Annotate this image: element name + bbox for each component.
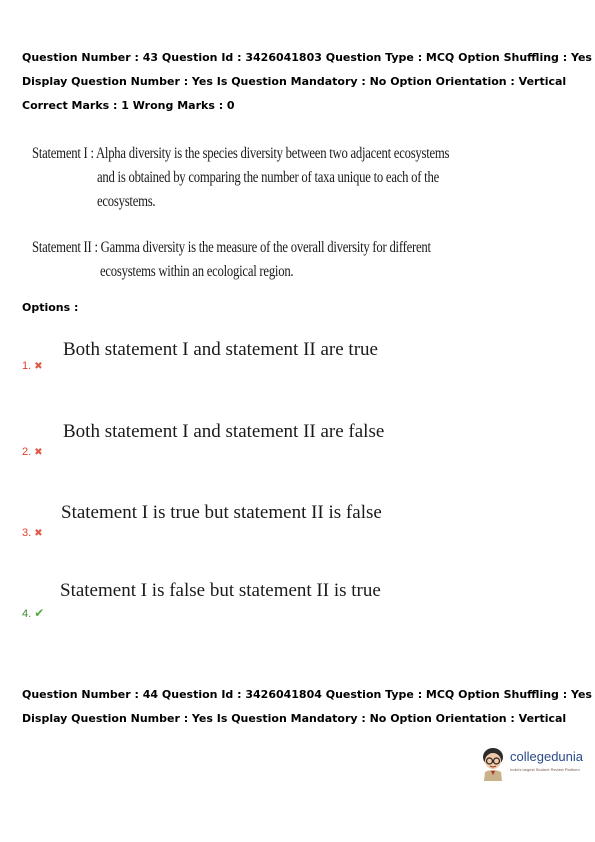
question-meta-line: Question Number : 44 Question Id : 3426041804 Question Type : MCQ Option Shuffling : Yes: [22, 688, 592, 701]
statement-2-line: Statement II : Gamma diversity is the measure of the overall diversity for different: [32, 239, 431, 256]
statement-1-line: and is obtained by comparing the number of taxa unique to each of the: [97, 169, 439, 186]
option-number-label: 4.: [22, 608, 32, 620]
option-number: [22, 527, 43, 539]
question-meta-line: Display Question Number : Yes Is Question Mandatory : No Option Orientation : Vertical: [22, 712, 567, 725]
statement-2-line: ecosystems within an ecological region.: [100, 263, 294, 280]
option-text: Statement I is true but statement II is false: [61, 502, 382, 523]
collegedunia-logo: [478, 745, 590, 783]
option-text: Both statement I and statement II are false: [63, 421, 385, 442]
question-meta-line: Question Number : 43 Question Id : 3426041803 Question Type : MCQ Option Shuffling : Yes: [22, 51, 592, 64]
statement-1-line: ecosystems.: [97, 193, 156, 210]
question-43-meta: [22, 46, 592, 118]
option-number: [22, 446, 43, 458]
student-mascot-icon: [478, 745, 508, 781]
option-number-label: 3.: [22, 527, 32, 539]
option-number-label: 1.: [22, 360, 32, 372]
logo-tagline: India's largest Student Review Platform: [510, 767, 580, 772]
wrong-mark-icon: ✖: [34, 361, 43, 372]
wrong-mark-icon: ✖: [34, 447, 43, 458]
wrong-mark-icon: ✖: [34, 528, 43, 539]
options-label: Options :: [22, 301, 79, 314]
option-text: Statement I is false but statement II is true: [60, 580, 381, 601]
option-number: [22, 360, 43, 372]
question-meta-line: Display Question Number : Yes Is Question Mandatory : No Option Orientation : Vertical: [22, 75, 567, 88]
correct-check-icon: ✔: [34, 606, 45, 620]
logo-name: collegedunia: [510, 749, 584, 764]
statement-1-line: Statement I : Alpha diversity is the species diversity between two adjacent ecosystems: [32, 145, 450, 162]
question-44-meta: [22, 683, 592, 731]
marks-line: Correct Marks : 1 Wrong Marks : 0: [22, 99, 235, 112]
option-text: Both statement I and statement II are true: [63, 339, 378, 360]
option-number-label: 2.: [22, 446, 32, 458]
option-number: [22, 606, 44, 620]
